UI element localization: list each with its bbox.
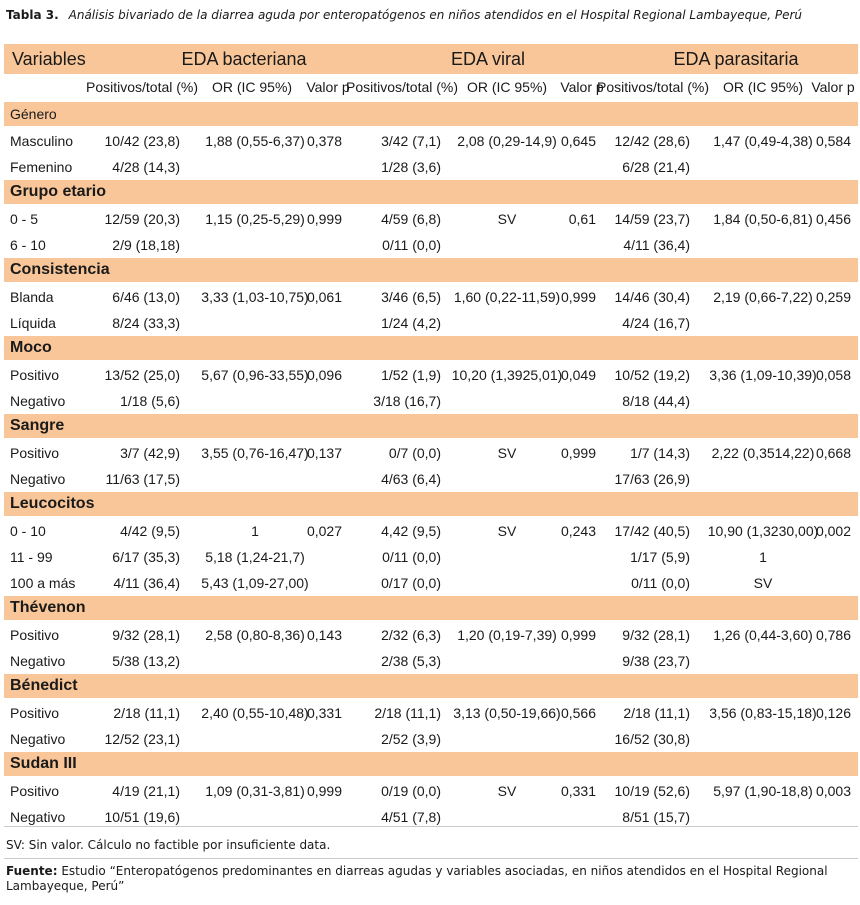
row-label: 100 a más — [10, 575, 76, 591]
table-cell: 2,58 (0,80-8,36) — [205, 627, 305, 643]
table-cell: 2,08 (0,29-14,9) — [457, 133, 557, 149]
section-title: Leucocitos — [10, 495, 95, 512]
table-subheader-row — [4, 74, 858, 102]
table-cell: 4,42 (9,5) — [381, 523, 441, 539]
table-cell: 1/52 (1,9) — [381, 367, 441, 383]
section-header-row — [4, 596, 858, 620]
table-cell: 1,09 (0,31-3,81) — [205, 783, 305, 799]
header-group: EDA viral — [450, 49, 526, 69]
table-cell: 0,003 — [815, 783, 851, 799]
row-label: Negativo — [10, 653, 66, 669]
table-cell: 10/42 (23,8) — [104, 133, 180, 149]
row-label: Positivo — [10, 627, 60, 643]
table-cell: 0,027 — [306, 523, 342, 539]
table-cell: 11/63 (17,5) — [105, 471, 180, 487]
table-cell: 1,47 (0,49-4,38) — [713, 133, 813, 149]
table-cell: 3,36 (1,09-10,39) — [709, 367, 817, 383]
table-cell: 2,22 (0,3514,22) — [711, 445, 815, 461]
table-cell: 0,061 — [306, 289, 342, 305]
table-cell: 0/17 (0,0) — [381, 575, 441, 591]
table-cell: 3,13 (0,50-19,66) — [453, 705, 561, 721]
table-cell: 3/46 (6,5) — [381, 289, 441, 305]
subheader-cell: Positivos/total (%) — [85, 79, 199, 95]
section-title: Sudan III — [10, 755, 77, 772]
section-header-row — [4, 336, 858, 360]
table-row — [4, 232, 858, 258]
table-row — [4, 570, 858, 596]
table-row — [4, 466, 858, 492]
table-cell: 0,668 — [815, 445, 851, 461]
table-cell: 0/19 (0,0) — [381, 783, 441, 799]
table-cell: 2/9 (18,18) — [112, 237, 180, 253]
row-label: Femenino — [10, 159, 73, 175]
table-cell: 16/52 (30,8) — [614, 731, 690, 747]
table-cell: 4/24 (16,7) — [622, 315, 690, 331]
table-cell: 0,786 — [815, 627, 851, 643]
table-row — [4, 284, 858, 310]
table-cell: 0,331 — [560, 783, 596, 799]
table-cell: 5,18 (1,24-21,7) — [205, 549, 305, 565]
row-label: Positivo — [10, 367, 60, 383]
table-row — [4, 388, 858, 414]
table-cell: 10/51 (19,6) — [104, 809, 180, 825]
table-cell: 2,40 (0,55-10,48) — [201, 705, 309, 721]
table-cell: 8/51 (15,7) — [622, 809, 690, 825]
table-cell: 0,645 — [560, 133, 596, 149]
row-label: Masculino — [10, 133, 74, 149]
table-row — [4, 778, 858, 804]
table-cell: 3,33 (1,03-10,75) — [201, 289, 309, 305]
table-cell: 8/24 (33,3) — [112, 315, 180, 331]
table-cell: 1 — [759, 549, 767, 565]
row-label: 11 - 99 — [10, 549, 53, 565]
table-cell: 12/59 (20,3) — [104, 211, 180, 227]
row-label: Positivo — [10, 445, 60, 461]
section-title: Grupo etario — [10, 183, 107, 200]
table-cell: 4/11 (36,4) — [623, 237, 690, 253]
table-cell: 4/19 (21,1) — [112, 783, 180, 799]
table-cell: 3,55 (0,76-16,47) — [201, 445, 309, 461]
table-cell: 2,19 (0,66-7,22) — [713, 289, 813, 305]
subheader-cell: Positivos/total (%) — [596, 79, 710, 95]
table-cell: 5/38 (13,2) — [112, 653, 180, 669]
table-cell: 5,97 (1,90-18,8) — [713, 783, 813, 799]
table-cell: 0,999 — [560, 289, 596, 305]
table-cell: 1/7 (14,3) — [630, 445, 690, 461]
row-label: Negativo — [10, 731, 66, 747]
caption-text: Análisis bivariado de la diarrea aguda por enteropatógenos en niños atendidos en el Hospital Regional Lambayeque, Perú — [68, 8, 802, 22]
table-cell: 0,999 — [560, 445, 596, 461]
table-cell: 0,002 — [815, 523, 851, 539]
table-cell: 0/7 (0,0) — [388, 445, 441, 461]
subheader-cell: Valor p — [560, 79, 604, 95]
section-title: Género — [10, 106, 57, 122]
table-row — [4, 518, 858, 544]
row-label: Positivo — [10, 705, 60, 721]
table-cell: 0,456 — [815, 211, 851, 227]
table-cell: 1/17 (5,9) — [630, 549, 690, 565]
table-cell: SV — [497, 783, 517, 799]
table-cell: 1/18 (5,6) — [120, 393, 180, 409]
table-cell: 0,137 — [306, 445, 342, 461]
table-row — [4, 648, 858, 674]
row-label: Negativo — [10, 809, 66, 825]
table-cell: 10,20 (1,3925,01) — [451, 367, 563, 383]
table-cell: 0/11 (0,0) — [382, 549, 441, 565]
table-row — [4, 700, 858, 726]
table-cell: 1,84 (0,50-6,81) — [713, 211, 813, 227]
row-label: Negativo — [10, 471, 66, 487]
table-header-row — [4, 44, 858, 74]
table-cell: 9/32 (28,1) — [622, 627, 690, 643]
subheader-cell: Positivos/total (%) — [345, 79, 459, 95]
table-cell: 5,43 (1,09-27,00) — [201, 575, 309, 591]
table-cell: 5,67 (0,96-33,55) — [201, 367, 309, 383]
table-row — [4, 544, 858, 570]
table-cell: 3/18 (16,7) — [373, 393, 441, 409]
table-bottom-rule — [4, 826, 858, 827]
section-header-row — [4, 674, 858, 698]
table-cell: 6/46 (13,0) — [112, 289, 180, 305]
table-cell: 4/59 (6,8) — [381, 211, 441, 227]
table-cell: 2/52 (3,9) — [381, 731, 441, 747]
table-cell: 1/28 (3,6) — [381, 159, 441, 175]
table-cell: 4/42 (9,5) — [120, 523, 180, 539]
section-header-row — [4, 258, 858, 282]
table-cell: 2/18 (11,1) — [374, 705, 441, 721]
table-cell: 2/38 (5,3) — [381, 653, 441, 669]
section-title: Thévenon — [10, 599, 86, 616]
table-cell: 4/51 (7,8) — [381, 809, 441, 825]
table-cell: 6/28 (21,4) — [622, 159, 690, 175]
table-row — [4, 726, 858, 752]
section-header-row — [4, 752, 858, 776]
section-title: Moco — [10, 339, 52, 356]
table-cell: 12/42 (28,6) — [614, 133, 690, 149]
table-cell: 3/42 (7,1) — [381, 133, 441, 149]
subheader-cell: OR (IC 95%) — [211, 79, 293, 95]
table-cell: 10/19 (52,6) — [614, 783, 690, 799]
header-variables: Variables — [12, 49, 86, 69]
table-cell: 2/32 (6,3) — [381, 627, 441, 643]
table-cell: 0,259 — [815, 289, 851, 305]
table-cell: 13/52 (25,0) — [104, 367, 180, 383]
table-cell: 8/18 (44,4) — [622, 393, 690, 409]
row-label: Blanda — [10, 289, 54, 305]
table-cell: 0,999 — [560, 627, 596, 643]
sv-footnote: SV: Sin valor. Cálculo no factible por insuficiente data. — [6, 838, 331, 852]
section-header-row — [4, 102, 858, 126]
source-label: Fuente: — [6, 864, 58, 878]
table-cell: 3/7 (42,9) — [120, 445, 180, 461]
table-cell: 4/28 (14,3) — [112, 159, 180, 175]
table-row — [4, 128, 858, 154]
table-cell: 0,999 — [306, 783, 342, 799]
subheader-cell: Valor p — [811, 79, 855, 95]
table-cell: 1,20 (0,19-7,39) — [457, 627, 557, 643]
table-cell: 0,61 — [568, 211, 596, 227]
table-cell: 1,26 (0,44-3,60) — [713, 627, 813, 643]
table-cell: 0,049 — [560, 367, 596, 383]
table-row — [4, 154, 858, 180]
table-cell: 4/11 (36,4) — [113, 575, 180, 591]
caption-label: Tabla 3. — [6, 8, 59, 22]
table-row — [4, 440, 858, 466]
section-title: Sangre — [10, 417, 65, 434]
section-header-row — [4, 492, 858, 516]
footnote-divider — [4, 858, 858, 859]
table-row — [4, 622, 858, 648]
table-cell: 0,378 — [306, 133, 342, 149]
table-cell: SV — [497, 523, 517, 539]
table-cell: 4/63 (6,4) — [381, 471, 441, 487]
table-cell: SV — [497, 211, 517, 227]
table-cell: 9/38 (23,7) — [622, 653, 690, 669]
header-group: EDA bacteriana — [181, 49, 307, 69]
row-label: Líquida — [10, 315, 56, 331]
table-cell: 10,90 (1,3230,00) — [707, 523, 819, 539]
table-cell: 0,566 — [560, 705, 596, 721]
table-cell: 1,60 (0,22-11,59) — [453, 289, 561, 305]
table-cell: 0,058 — [815, 367, 851, 383]
table-cell: 9/32 (28,1) — [112, 627, 180, 643]
subheader-cell: OR (IC 95%) — [722, 79, 804, 95]
table-cell: 1,88 (0,55-6,37) — [205, 133, 305, 149]
table-cell: 1,15 (0,25-5,29) — [205, 211, 305, 227]
table-cell: 0,331 — [306, 705, 342, 721]
table-cell: 0,126 — [815, 705, 851, 721]
table-cell: 1 — [251, 523, 259, 539]
table-row — [4, 206, 858, 232]
table-cell: 6/17 (35,3) — [112, 549, 180, 565]
subheader-cell: OR (IC 95%) — [466, 79, 548, 95]
table-cell: 2/18 (11,1) — [623, 705, 690, 721]
row-label: 0 - 10 — [10, 523, 46, 539]
section-header-row — [4, 180, 858, 204]
header-group: EDA parasitaria — [673, 49, 799, 69]
row-label: Positivo — [10, 783, 60, 799]
table-cell: 3,56 (0,83-15,18) — [709, 705, 817, 721]
table-cell: 0,243 — [560, 523, 596, 539]
table-cell: 0/11 (0,0) — [382, 237, 441, 253]
table-row — [4, 362, 858, 388]
table-cell: 0,096 — [306, 367, 342, 383]
table-cell: 0/11 (0,0) — [631, 575, 690, 591]
row-label: 6 - 10 — [10, 237, 46, 253]
table-cell: 14/46 (30,4) — [614, 289, 690, 305]
table-cell: 2/18 (11,1) — [113, 705, 180, 721]
table-cell: SV — [753, 575, 773, 591]
table-cell: 17/63 (26,9) — [614, 471, 690, 487]
table-cell: SV — [497, 445, 517, 461]
source-text: Estudio “Enteropatógenos predominantes en diarreas agudas y variables asociadas, en niños atendidos en el Hospital Regional Lambayeque, Perú” — [6, 864, 828, 893]
table-cell: 1/24 (4,2) — [381, 315, 441, 331]
row-label: Negativo — [10, 393, 66, 409]
row-label: 0 - 5 — [10, 211, 39, 227]
section-title: Consistencia — [10, 261, 110, 278]
section-header-row — [4, 414, 858, 438]
table-cell: 0,143 — [306, 627, 342, 643]
table-cell: 14/59 (23,7) — [614, 211, 690, 227]
source-footnote — [6, 864, 854, 894]
subheader-cell: Valor p — [306, 79, 350, 95]
table-row — [4, 310, 858, 336]
table-cell: 17/42 (40,5) — [614, 523, 690, 539]
table-cell: 0,584 — [815, 133, 851, 149]
table-cell: 10/52 (19,2) — [614, 367, 690, 383]
table-cell: 0,999 — [306, 211, 342, 227]
table-cell: 12/52 (23,1) — [104, 731, 180, 747]
section-title: Bénedict — [10, 677, 78, 694]
table-caption — [6, 8, 802, 22]
